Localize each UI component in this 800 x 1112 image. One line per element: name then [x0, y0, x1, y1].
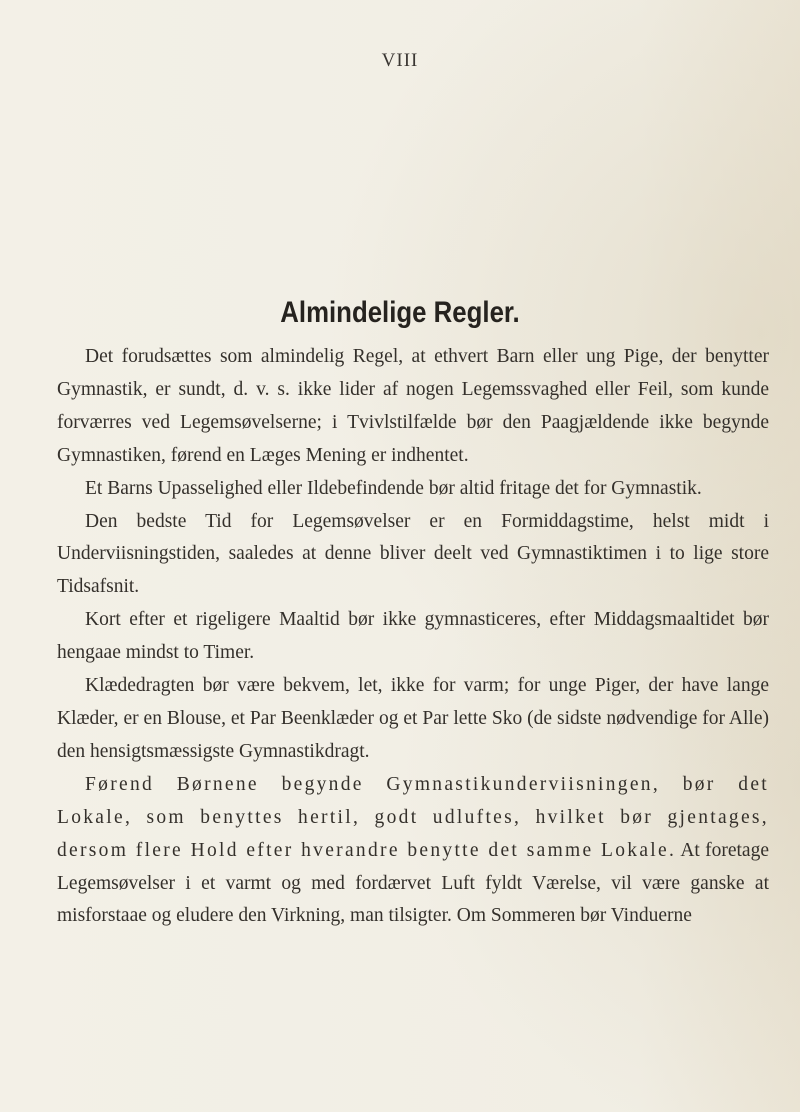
paragraph-ventilation	[57, 769, 769, 934]
paragraph-best-time: Den bedste Tid for Legemsøvelser er en Formiddagstime, helst midt i Underviisningstiden, saaledes at denne bliver deelt ved Gymnastiktimen i to lige store Tidsafsnit.	[57, 510, 769, 598]
paragraph-clothing: Klædedragten bør være bekvem, let, ikke for varm; for unge Piger, der have lange Klæder, er en Blouse, et Par Beenklæder og et Par lette Sko (de sidste nødvendige for Alle) den hensigtsmæssigste Gymnastikdragt.	[57, 675, 769, 762]
paragraph-illness: Et Barns Upasselighed eller Ildebefindende bør altid fritage det for Gymnastik.	[85, 477, 702, 499]
paragraph-after-meal: Kort efter et rigeligere Maaltid bør ikke gymnasticeres, efter Middagsmaaltidet bør hengaae mindst to Timer.	[57, 609, 769, 664]
section-heading: Almindelige Regler.	[280, 296, 520, 329]
spaced-emphasis-text: Førend Børnene begynde Gymnastikunderviisningen, bør det Lokale, som benyttes hertil, godt udluftes, hvilket bør gjentages, dersom flere Hold efter hverandre benytte det samme Lokale.	[57, 773, 769, 861]
page-number: VIII	[381, 50, 419, 71]
body-text	[57, 341, 769, 933]
paragraph-ventilation-rest: At foretage Legemsøvelser i et varmt og med fordærvet Luft fyldt Værelse, vil være ganske at misforstaae og eludere den Virkning, man tilsigter. Om Sommeren bør Vinduerne	[57, 839, 769, 927]
paragraph-health: Det forudsættes som almindelig Regel, at ethvert Barn eller ung Pige, der benytter Gymnastik, er sundt, d. v. s. ikke lider af nogen Legemssvaghed eller Feil, som kunde forværres ved Legemsøvelserne; i Tvivlstilfælde bør den Paagjældende ikke begynde Gymnastiken, førend en Læges Mening er indhentet.	[57, 346, 769, 466]
